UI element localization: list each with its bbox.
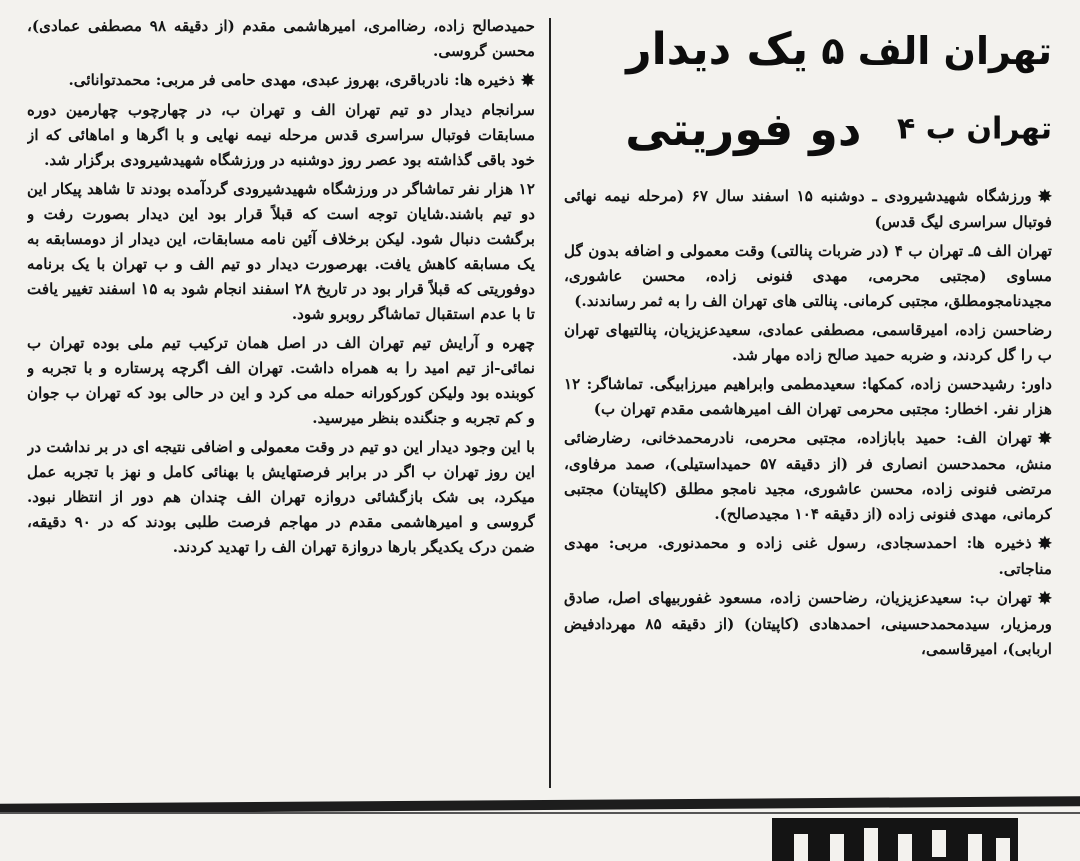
star-bullet-icon: ✸ [1037,589,1052,609]
headline-main-2: دو فوریتی [625,102,862,156]
star-bullet-icon: ✸ [520,71,535,91]
article-paragraph: ✸ورزشگاه شهیدشیرودی ـ دوشنبه ۱۵ اسفند سال ۶۷ (مرحله نیمه نهائی فوتبال سراسری لیگ قدس) [564,187,1052,231]
article-paragraph: رضاحسن زاده، امیرقاسمی، مصطفی عمادی، سعیدعزیزیان، پنالتیهای تهران ب را گل کردند، و ضربه حمید صالح زاده مهار شد. [564,321,1052,364]
article-paragraph: ✸تهران الف: حمید بابازاده، مجتبی محرمی، نادرمحمدخانی، رضارضائی منش، محمدحسن انصاری فر (از دقیقه ۵۷ حمیداستیلی)، صمد مرفاوی، مرتضی فنونی زاده، محسن عاشوری، مجید نامجو مطلق (کاپیتان) مجتبی کرمانی، مهدی فنونی زاده (از دقیقه ۱۰۴ مجیدصالح). [564,429,1052,523]
article-paragraph: با این وجود دیدار این دو تیم در وقت معمولی و اضافی نتیجه ای در بر نداشت در این روز تهران ب اگر در برابر فرصتهایش با بهنائی کامل و نهز با تجربه عمل میکرد، بی شک بازگشائی دروازه تهران الف چندان هم دور از انتظار نبود. گروسی و امیرهاشمی مقدم در مهاجم فرصت طلبی بودند که در ۹۰ دقیقه، ضمن درک یکدیگر بارها دروازة تهران الف را تهدید کردند. [27,438,535,556]
article-paragraph: حمیدصالح زاده، رضاامری، امیرهاشمی مقدم (از دقیقه ۹۸ مصطفی عمادی)، محسن گروسی. [27,17,535,60]
article-paragraph: ✸تهران ب: سعیدعزیزیان، رضاحسن زاده، مسعود غفوربیهای اصل، صادق ورمزیار، سیدمحمدحسینی، احمدهادی (کاپیتان) (از دقیقه ۸۵ مهردادفیض اربابی)، امیرقاسمی، [564,589,1052,658]
right-column [564,14,1052,796]
article-paragraph: ۱۲ هزار نفر تماشاگر در ورزشگاه شهیدشیرودی گردآمده بودند تا شاهد پیکار این دو تیم باشند.شایان توجه است که قبلاً قرار بود این دیدار بصورت رفت و برگشت دنبال شود. لیکن برخلاف آئین نامه مسابقات، این دیدار از دومسابقه به یک مسابقه کاهش یافت. بهرصورت دیدار دو تیم الف و ب تهران با یک برنامه دوفوریتی که قبلاً قرار بود در تاریخ ۲۸ اسفند انجام شود به ۱۵ اسفند تغییر یافت تا با عدم استقبال تماشاگر روبرو شود. [27,180,535,323]
star-bullet-icon: ✸ [1037,534,1052,554]
article-paragraph: داور: رشیدحسن زاده، کمکها: سعیدمطمی وابراهیم میرزابیگی. تماشاگر: ۱۲ هزار نفر. اخطار: مجتبی محرمی تهران الف امیرهاشمی مقدم تهران ب) [564,375,1052,418]
article-paragraph: تهران الف ۵ـ تهران ب ۴ (در ضربات پنالتی) وقت معمولی و اضافه بدون گل مساوی (مجتبی محرمی، مهدی فنونی زاده، محسن عاشوری، مجیدنامجومطلق، مجتبی کرمانی. پنالتی های تهران الف را به ثمر رساندند.) [564,242,1052,310]
next-article-headline-fragment [772,818,1018,861]
article-paragraph: ✸ذخیره ها: نادرباقری، بهروز عبدی، مهدی حامی فر مربی: محمدتوانائی. [27,68,535,94]
headline-team-a: تهران الف ۵ [821,29,1052,73]
headline-team-b: تهران ب ۴ [897,111,1052,147]
star-bullet-icon: ✸ [1037,429,1052,449]
article-paragraph: ✸ذخیره ها: احمدسجادی، رسول غنی زاده و محمدنوری. مربی: مهدی مناجاتی. [564,534,1052,578]
bottom-rule-thin [0,812,1080,814]
star-bullet-icon: ✸ [1037,187,1052,207]
headline-line-1 [564,24,1052,75]
article-paragraph: چهره و آرایش تیم تهران الف در اصل همان ترکیب تیم ملی بوده تهران ب نمائی-از تیم امید را به همراه داشت. تهران الف اگرچه پرستاره و با تجربه و کوبنده بود ولیکن کورکورانه حمله می کرد و این در حالی بود که تهران ب جوان و کم تجربه و جنگنده بنظر میرسید. [27,334,535,427]
left-column [27,14,535,800]
headline-line-2 [564,102,1052,156]
column-divider [549,18,551,788]
headline-main-1: یک دیدار [626,24,809,75]
article-paragraph: سرانجام دیدار دو تیم تهران الف و تهران ب، در چهارچوب چهارمین دوره مسابقات فوتبال سراسری قدس مرحله نیمه نهایی و با اگرها و اماهائی که از خود باقی گذاشته بود عصر روز دوشنبه در ورزشگاه شهیدشیرودی برگزار شد. [27,101,535,169]
headline [564,14,1052,184]
